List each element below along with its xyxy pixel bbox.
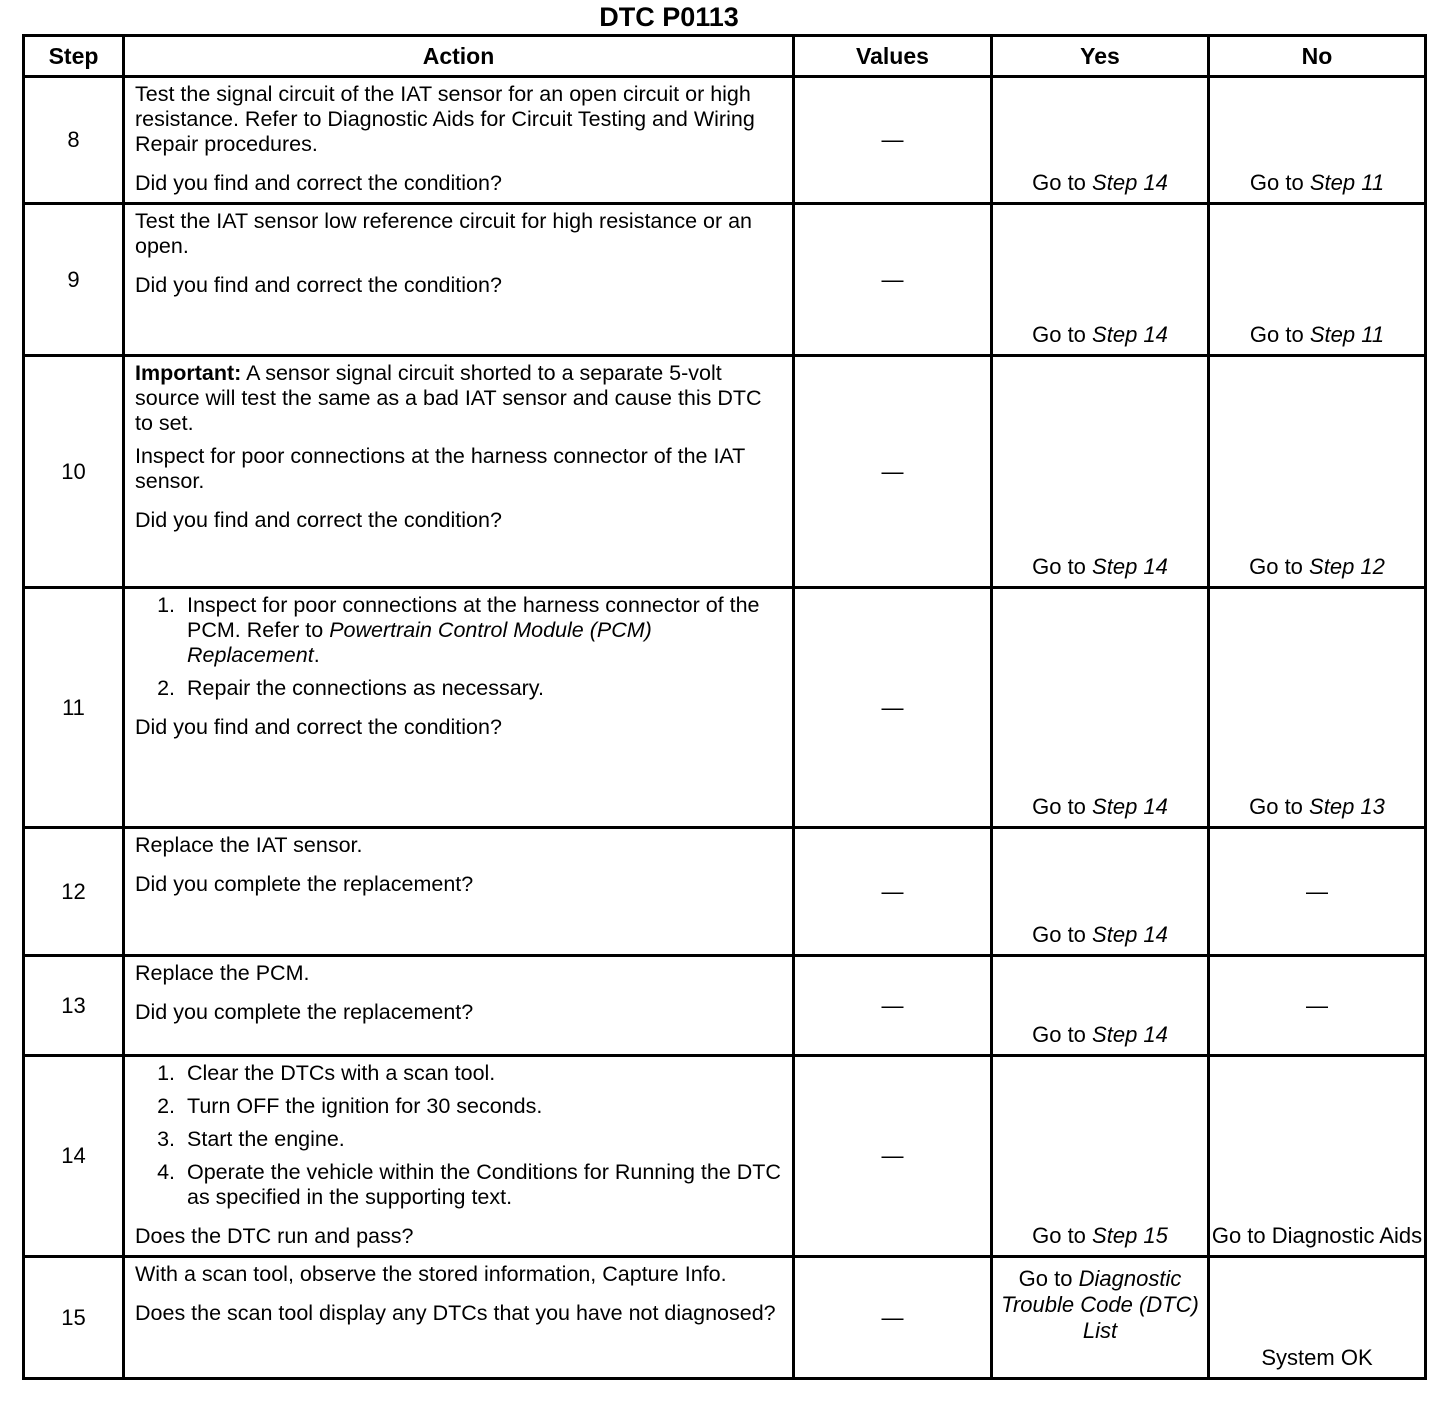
value-cell: —	[794, 204, 992, 356]
step-number: 13	[24, 956, 124, 1056]
action-text: Replace the IAT sensor.	[135, 833, 363, 857]
action-cell	[124, 588, 794, 828]
no-cell: Go to Step 13	[1209, 588, 1426, 828]
no-step-link[interactable]: Step 12	[1309, 554, 1385, 579]
yes-step-link[interactable]: Step 14	[1092, 922, 1168, 947]
action-text: With a scan tool, observe the stored information, Capture Info.	[135, 1262, 727, 1286]
table-row	[24, 956, 1426, 1056]
header-row	[24, 36, 1426, 77]
header-no: No	[1209, 36, 1426, 77]
step-number: 12	[24, 828, 124, 956]
no-cell: —	[1209, 828, 1426, 956]
step-number: 15	[24, 1257, 124, 1379]
yes-step-link[interactable]: Step 14	[1092, 794, 1168, 819]
yes-cell: Go to Step 14	[992, 204, 1209, 356]
action-question: Did you complete the replacement?	[135, 1000, 474, 1024]
table-row	[24, 828, 1426, 956]
action-question: Did you find and correct the condition?	[135, 715, 502, 739]
value-cell: —	[794, 588, 992, 828]
header-step: Step	[24, 36, 124, 77]
list-item: 4. Operate the vehicle within the Conditions for Running the DTC as specified in the supporting text.	[181, 1160, 784, 1210]
action-list	[135, 1061, 784, 1210]
step-number: 8	[24, 77, 124, 204]
action-question: Did you find and correct the condition?	[135, 508, 502, 532]
step-number: 9	[24, 204, 124, 356]
yes-step-link[interactable]: Step 15	[1092, 1223, 1168, 1248]
dtc-table	[22, 34, 1427, 1380]
step-number: 11	[24, 588, 124, 828]
list-item: 1. Clear the DTCs with a scan tool.	[181, 1061, 784, 1086]
yes-ref-link[interactable]: Diagnostic Trouble Code (DTC) List	[1001, 1266, 1199, 1343]
important-label: Important:	[135, 361, 242, 385]
table-row	[24, 356, 1426, 588]
no-step-link[interactable]: Step 13	[1309, 794, 1385, 819]
important-note: Important: A sensor signal circuit shorted to a separate 5-volt source will test the same as a bad IAT sensor and cause this DTC to set.	[135, 361, 762, 435]
table-row	[24, 77, 1426, 204]
action-text: Inspect for poor connections at the harness connector of the IAT sensor.	[135, 444, 745, 493]
value-cell: —	[794, 77, 992, 204]
table-row	[24, 1056, 1426, 1257]
action-question: Did you find and correct the condition?	[135, 273, 502, 297]
no-step-link[interactable]: Step 11	[1309, 170, 1385, 195]
action-cell	[124, 828, 794, 956]
step-number: 14	[24, 1056, 124, 1257]
no-cell: Go to Step 11	[1209, 77, 1426, 204]
action-text: Test the IAT sensor low reference circuit for high resistance or an open.	[135, 209, 753, 258]
no-cell	[1209, 1056, 1426, 1257]
yes-cell: Go to Step 14	[992, 828, 1209, 956]
action-text: Test the signal circuit of the IAT sensor for an open circuit or high resistance. Refer to Diagnostic Aids for Circuit Testing and Wiring Repair procedures.	[135, 82, 755, 156]
value-cell: —	[794, 356, 992, 588]
value-cell: —	[794, 956, 992, 1056]
table-row	[24, 588, 1426, 828]
reference-link[interactable]: Powertrain Control Module (PCM) Replacement	[187, 618, 652, 667]
yes-cell: Go to Step 14	[992, 77, 1209, 204]
action-question: Did you find and correct the condition?	[135, 171, 502, 195]
action-cell	[124, 1257, 794, 1379]
header-values: Values	[794, 36, 992, 77]
yes-step-link[interactable]: Step 14	[1092, 322, 1168, 347]
yes-cell: Go to Step 14	[992, 356, 1209, 588]
no-cell: Go to Step 11	[1209, 204, 1426, 356]
yes-step-link[interactable]: Step 14	[1092, 170, 1168, 195]
list-item: 2. Turn OFF the ignition for 30 seconds.	[181, 1094, 784, 1119]
step-number: 10	[24, 356, 124, 588]
value-cell: —	[794, 1056, 992, 1257]
value-cell: —	[794, 1257, 992, 1379]
action-cell	[124, 956, 794, 1056]
action-cell	[124, 356, 794, 588]
no-link[interactable]: Go to Diagnostic Aids	[1211, 1223, 1423, 1248]
action-question: Does the scan tool display any DTCs that you have not diagnosed?	[135, 1301, 776, 1325]
page-title: DTC P0113	[599, 2, 739, 32]
action-cell	[124, 204, 794, 356]
yes-step-link[interactable]: Step 14	[1092, 1022, 1168, 1047]
list-item: 3. Start the engine.	[181, 1127, 784, 1152]
action-cell	[124, 77, 794, 204]
yes-cell: Go to Step 15	[992, 1056, 1209, 1257]
header-yes: Yes	[992, 36, 1209, 77]
action-question: Does the DTC run and pass?	[135, 1224, 414, 1248]
header-action: Action	[124, 36, 794, 77]
no-cell: System OK	[1209, 1257, 1426, 1379]
value-cell: —	[794, 828, 992, 956]
action-text: Replace the PCM.	[135, 961, 310, 985]
yes-cell: Go to Diagnostic Trouble Code (DTC) List	[992, 1257, 1209, 1379]
yes-cell: Go to Step 14	[992, 588, 1209, 828]
table-row	[24, 204, 1426, 356]
action-question: Did you complete the replacement?	[135, 872, 474, 896]
no-step-link[interactable]: Step 11	[1309, 322, 1385, 347]
action-cell	[124, 1056, 794, 1257]
list-item: 1. Inspect for poor connections at the harness connector of the PCM. Refer to Powertrain Control Module (PCM) Replacement.	[181, 593, 784, 668]
no-cell: —	[1209, 956, 1426, 1056]
table-row	[24, 1257, 1426, 1379]
action-list	[135, 593, 784, 701]
list-item: 2. Repair the connections as necessary.	[181, 676, 784, 701]
no-cell: Go to Step 12	[1209, 356, 1426, 588]
yes-cell: Go to Step 14	[992, 956, 1209, 1056]
yes-step-link[interactable]: Step 14	[1092, 554, 1168, 579]
